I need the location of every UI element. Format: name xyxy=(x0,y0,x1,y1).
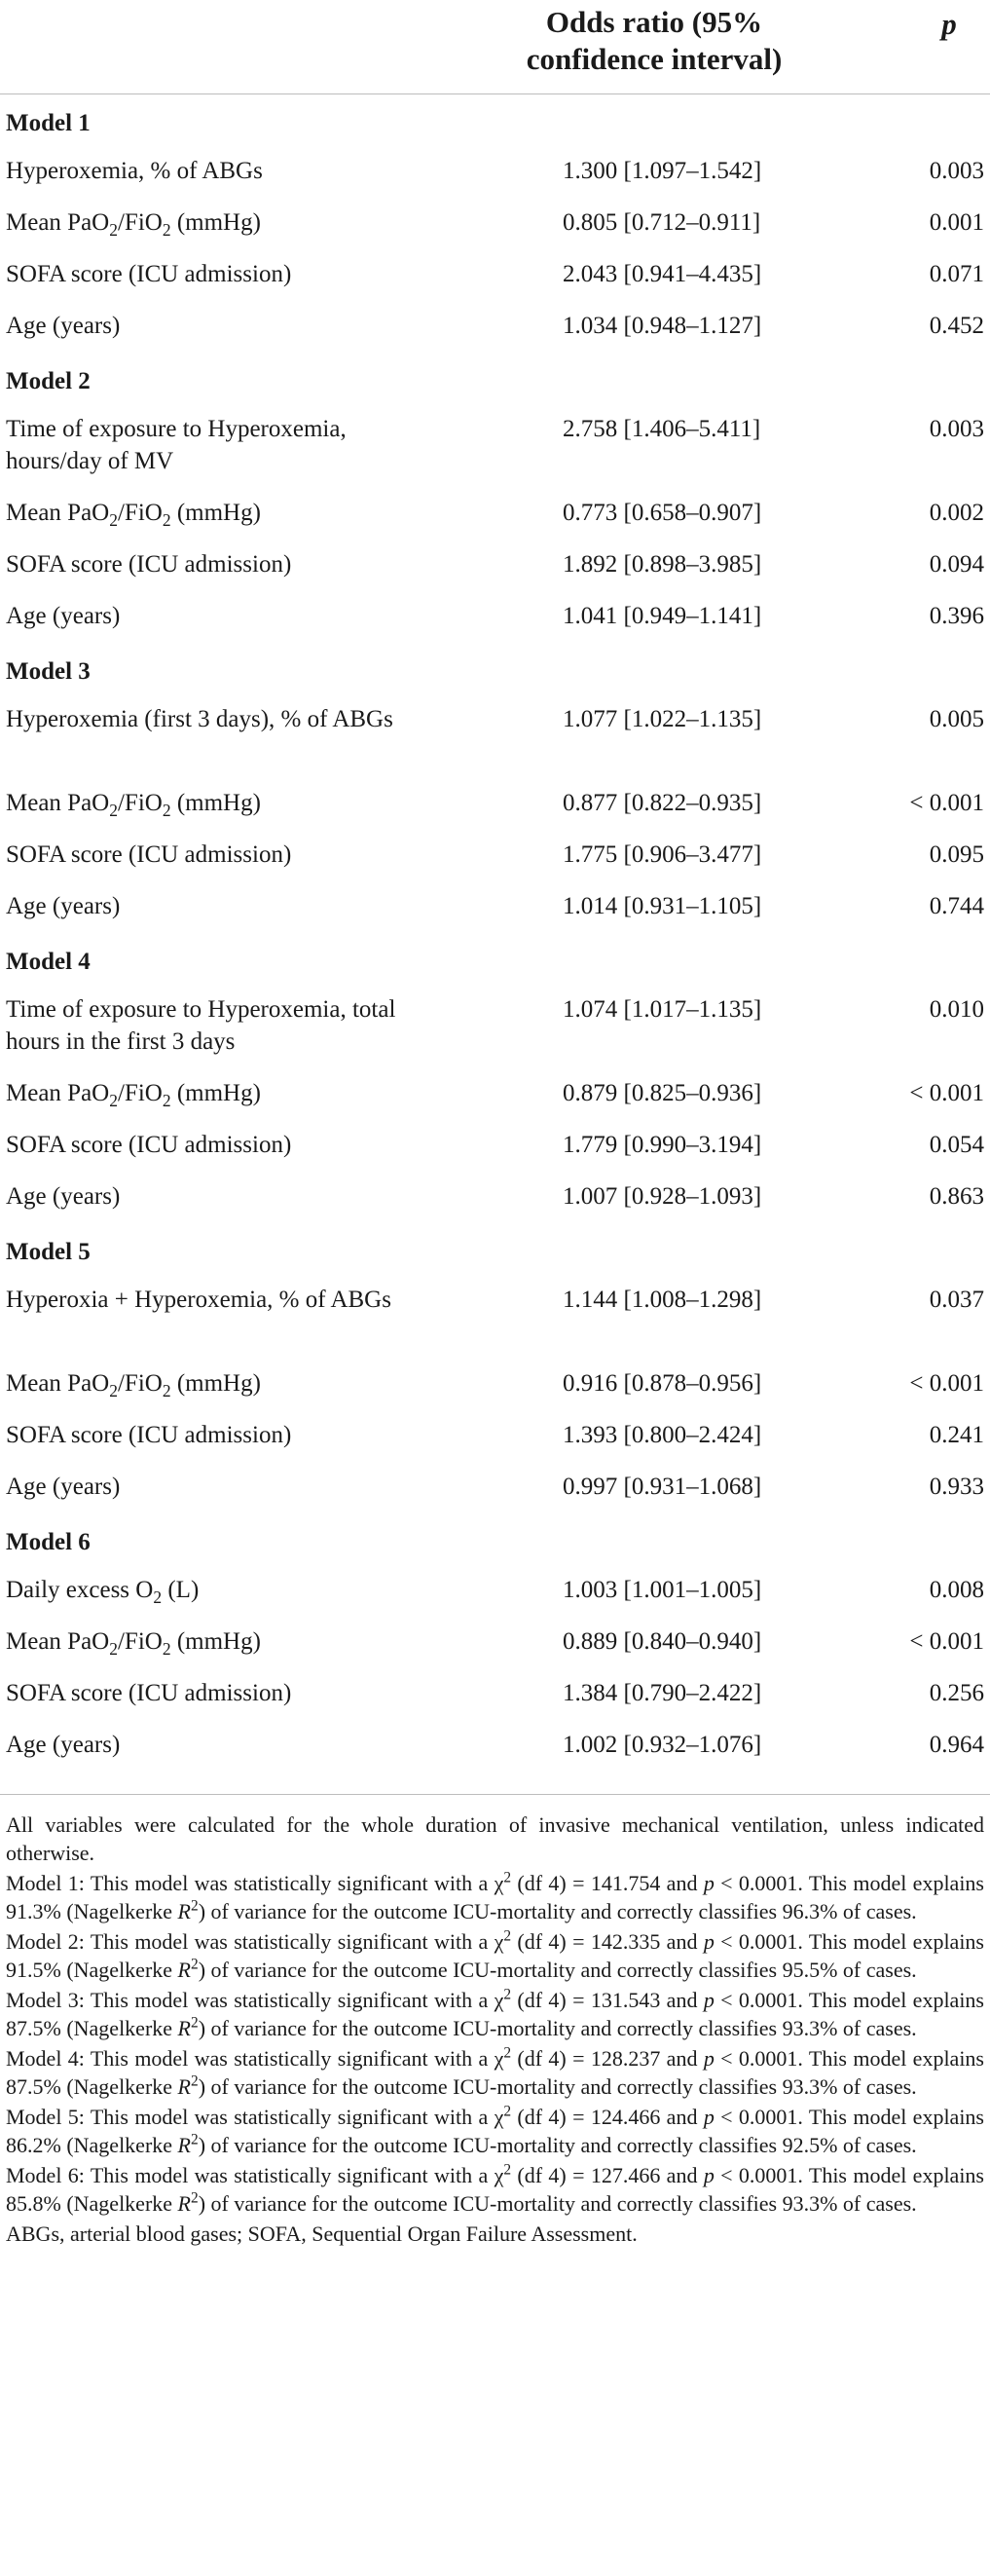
p-value: 0.863 xyxy=(929,1183,984,1210)
odds-ratio-value: 0.805 [0.712–0.911] xyxy=(563,209,761,236)
variable-label: Mean PaO$_2$/FiO$_2$ (mmHg) xyxy=(6,500,261,530)
model-heading-row xyxy=(0,642,990,693)
table-row xyxy=(0,1171,990,1222)
table-row xyxy=(0,590,990,642)
footnote: Model 3: This model was statistically significant with a $\chi^2$ (df 4) = 131.543 and p < 0.0001. This model explains 87.5% (Nagelkerke $R^2$) of variance for the outcome ICU-mortality and correctly classifies 93.3% of cases. xyxy=(6,1986,984,2040)
p-value: 0.005 xyxy=(929,706,984,732)
p-value: 0.003 xyxy=(929,416,984,442)
odds-ratio-value: 0.879 [0.825–0.936] xyxy=(563,1080,762,1106)
table-row xyxy=(0,403,990,487)
variable-label: Time of exposure to Hyperoxemia, total hours in the first 3 days xyxy=(6,996,396,1055)
variable-label: SOFA score (ICU admission) xyxy=(6,551,292,578)
table-row xyxy=(0,539,990,590)
table-row xyxy=(0,829,990,880)
p-value: 0.010 xyxy=(929,996,984,1023)
odds-ratio-header-line2: confidence interval) xyxy=(526,42,783,76)
table-row xyxy=(0,1719,990,1771)
variable-label: Daily excess $O_2$ (L) xyxy=(6,1577,200,1607)
variable-label: Hyperoxemia (first 3 days), % of ABGs xyxy=(6,706,393,732)
footnote: Model 5: This model was statistically significant with a $\chi^2$ (df 4) = 124.466 and p < 0.0001. This model explains 86.2% (Nagelkerke $R^2$) of variance for the outcome ICU-mortality and correctly classifies 92.5% of cases. xyxy=(6,2103,984,2157)
table-footnotes xyxy=(0,1794,990,2250)
model-heading-row xyxy=(0,1512,990,1564)
odds-ratio-column-header xyxy=(508,4,800,78)
table-body xyxy=(0,93,990,1771)
variable-label: Age (years) xyxy=(6,1183,121,1210)
variable-label: Age (years) xyxy=(6,603,121,629)
table-row xyxy=(0,777,990,829)
variable-label: SOFA score (ICU admission) xyxy=(6,1680,292,1706)
table-row xyxy=(0,487,990,539)
odds-ratio-value: 0.889 [0.840–0.940] xyxy=(563,1628,762,1655)
p-value: 0.037 xyxy=(929,1287,984,1313)
odds-ratio-header-line1: Odds ratio (95% xyxy=(545,5,763,39)
p-value: 0.396 xyxy=(929,603,984,629)
table-row xyxy=(0,1358,990,1409)
table-row xyxy=(0,1067,990,1119)
odds-ratio-value: 1.384 [0.790–2.422] xyxy=(563,1680,762,1706)
odds-ratio-value: 2.043 [0.941–4.435] xyxy=(563,261,762,287)
variable-label: Mean PaO$_2$/FiO$_2$ (mmHg) xyxy=(6,790,261,820)
odds-ratio-value: 1.393 [0.800–2.424] xyxy=(563,1422,762,1448)
odds-ratio-value: 0.877 [0.822–0.935] xyxy=(563,790,762,816)
p-value: 0.964 xyxy=(929,1732,984,1758)
p-value: 0.003 xyxy=(929,158,984,184)
variable-label: SOFA score (ICU admission) xyxy=(6,1132,292,1158)
table-row xyxy=(0,1409,990,1461)
odds-ratio-value: 1.077 [1.022–1.135] xyxy=(563,706,762,732)
p-value: 0.008 xyxy=(929,1577,984,1603)
table-row xyxy=(0,880,990,932)
odds-ratio-value: 0.997 [0.931–1.068] xyxy=(563,1474,762,1500)
p-value: 0.002 xyxy=(929,500,984,526)
model-title: Model 4 xyxy=(6,949,91,975)
variable-label: Hyperoxia + Hyperoxemia, % of ABGs xyxy=(6,1287,391,1313)
model-title: Model 5 xyxy=(6,1239,91,1265)
model-heading-row xyxy=(0,352,990,403)
p-value: < 0.001 xyxy=(909,1080,984,1106)
table-header xyxy=(0,0,990,94)
model-heading-row xyxy=(0,932,990,984)
table-row xyxy=(0,1616,990,1667)
odds-ratio-value: 1.034 [0.948–1.127] xyxy=(563,313,762,339)
table-row xyxy=(0,300,990,352)
footnote: Model 6: This model was statistically significant with a $\chi^2$ (df 4) = 127.466 and p < 0.0001. This model explains 85.8% (Nagelkerke $R^2$) of variance for the outcome ICU-mortality and correctly classifies 93.3% of cases. xyxy=(6,2161,984,2216)
footnote: Model 4: This model was statistically significant with a $\chi^2$ (df 4) = 128.237 and p < 0.0001. This model explains 87.5% (Nagelkerke $R^2$) of variance for the outcome ICU-mortality and correctly classifies 93.3% of cases. xyxy=(6,2044,984,2099)
model-heading-row xyxy=(0,1222,990,1274)
odds-ratio-value: 1.041 [0.949–1.141] xyxy=(563,603,762,629)
p-value: 0.095 xyxy=(929,841,984,868)
table-row xyxy=(0,693,990,777)
p-value: 0.071 xyxy=(929,261,984,287)
p-value: < 0.001 xyxy=(909,1370,984,1397)
variable-label: Mean PaO$_2$/FiO$_2$ (mmHg) xyxy=(6,1080,261,1110)
p-value: 0.241 xyxy=(929,1422,984,1448)
odds-ratio-value: 1.300 [1.097–1.542] xyxy=(563,158,762,184)
p-value-column-header: p xyxy=(941,7,957,41)
variable-label: Age (years) xyxy=(6,1732,121,1758)
p-value: < 0.001 xyxy=(909,790,984,816)
footnote: Model 2: This model was statistically significant with a $\chi^2$ (df 4) = 142.335 and p < 0.0001. This model explains 91.5% (Nagelkerke $R^2$) of variance for the outcome ICU-mortality and correctly classifies 95.5% of cases. xyxy=(6,1927,984,1982)
odds-ratio-value: 1.002 [0.932–1.076] xyxy=(563,1732,762,1758)
model-title: Model 1 xyxy=(6,110,91,136)
p-value: 0.001 xyxy=(929,209,984,236)
table-row xyxy=(0,1667,990,1719)
variable-label: SOFA score (ICU admission) xyxy=(6,261,292,287)
odds-ratio-value: 1.003 [1.001–1.005] xyxy=(563,1577,762,1603)
p-value: 0.054 xyxy=(929,1132,984,1158)
variable-label: Age (years) xyxy=(6,893,121,919)
odds-ratio-value: 1.779 [0.990–3.194] xyxy=(563,1132,762,1158)
table-row xyxy=(0,197,990,248)
variable-label: Mean PaO$_2$/FiO$_2$ (mmHg) xyxy=(6,1628,261,1659)
table-row xyxy=(0,145,990,197)
table-row xyxy=(0,984,990,1067)
model-title: Model 2 xyxy=(6,368,91,394)
model-title: Model 3 xyxy=(6,658,91,685)
variable-label: Age (years) xyxy=(6,1474,121,1500)
odds-ratio-value: 1.007 [0.928–1.093] xyxy=(563,1183,762,1210)
p-value: 0.256 xyxy=(929,1680,984,1706)
odds-ratio-value: 1.074 [1.017–1.135] xyxy=(563,996,762,1023)
odds-ratio-value: 0.773 [0.658–0.907] xyxy=(563,500,762,526)
variable-label: SOFA score (ICU admission) xyxy=(6,841,292,868)
odds-ratio-value: 1.775 [0.906–3.477] xyxy=(563,841,762,868)
variable-label: Mean PaO$_2$/FiO$_2$ (mmHg) xyxy=(6,209,261,240)
variable-label: Age (years) xyxy=(6,313,121,339)
p-value: < 0.001 xyxy=(909,1628,984,1655)
variable-label: Mean PaO$_2$/FiO$_2$ (mmHg) xyxy=(6,1370,261,1400)
footnote: All variables were calculated for the whole duration of invasive mechanical ventilation, unless indicated otherwise. xyxy=(6,1812,984,1865)
p-value: 0.744 xyxy=(929,893,984,919)
model-heading-row xyxy=(0,93,990,145)
p-value: 0.094 xyxy=(929,551,984,578)
variable-label: Time of exposure to Hyperoxemia, hours/day of MV xyxy=(6,416,347,474)
footnote: Model 1: This model was statistically significant with a $\chi^2$ (df 4) = 141.754 and p < 0.0001. This model explains 91.3% (Nagelkerke $R^2$) of variance for the outcome ICU-mortality and correctly classifies 96.3% of cases. xyxy=(6,1869,984,1923)
odds-ratio-value: 1.892 [0.898–3.985] xyxy=(563,551,762,578)
odds-ratio-value: 2.758 [1.406–5.411] xyxy=(563,416,761,442)
p-value: 0.933 xyxy=(929,1474,984,1500)
table-row xyxy=(0,1461,990,1512)
table-row xyxy=(0,248,990,300)
odds-ratio-value: 1.014 [0.931–1.105] xyxy=(563,893,762,919)
odds-ratio-value: 1.144 [1.008–1.298] xyxy=(563,1287,762,1313)
odds-ratio-value: 0.916 [0.878–0.956] xyxy=(563,1370,762,1397)
variable-label: Hyperoxemia, % of ABGs xyxy=(6,158,263,184)
model-title: Model 6 xyxy=(6,1529,91,1555)
table-row xyxy=(0,1119,990,1171)
p-value: 0.452 xyxy=(929,313,984,339)
table-row xyxy=(0,1564,990,1616)
table-row xyxy=(0,1274,990,1358)
footnote: ABGs, arterial blood gases; SOFA, Sequential Organ Failure Assessment. xyxy=(6,2221,638,2246)
variable-label: SOFA score (ICU admission) xyxy=(6,1422,292,1448)
